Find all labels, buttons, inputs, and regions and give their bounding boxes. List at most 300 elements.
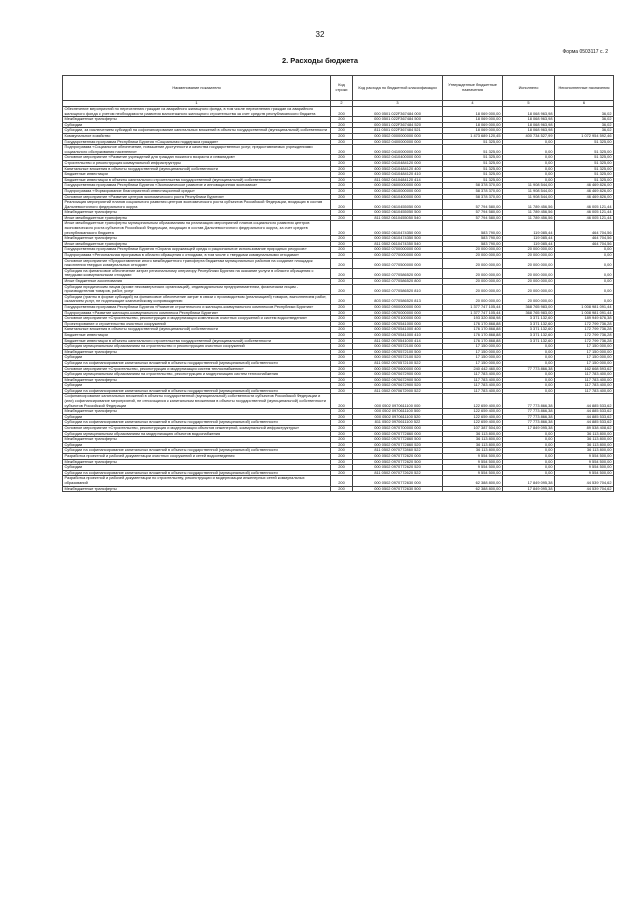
page-number: 32 bbox=[315, 30, 325, 39]
row-line-code: 200 bbox=[331, 122, 353, 128]
row-unexecuted-amount: 117 783 400,00 bbox=[555, 383, 614, 389]
row-executed-amount: 368 765 983,00 bbox=[503, 304, 555, 310]
row-approved-amount: 122 659 400,00 bbox=[443, 414, 503, 420]
row-unexecuted-amount: 89 538 408,62 bbox=[555, 426, 614, 432]
table-row bbox=[63, 327, 614, 333]
row-approved-amount: 20 000 000,00 bbox=[443, 279, 503, 285]
row-approved-amount: 51 325,00 bbox=[443, 160, 503, 166]
table-row bbox=[63, 284, 614, 294]
row-unexecuted-amount: 464 704,56 bbox=[555, 221, 614, 236]
row-executed-amount: 0,00 bbox=[503, 177, 555, 183]
row-budget-code: 000 0502 0770500000 000 bbox=[353, 258, 443, 268]
row-name: Государственная программа Республики Бурятия «Экономическое развитие и инновационная экономика» bbox=[63, 183, 331, 189]
row-executed-amount: 0,00 bbox=[503, 431, 555, 437]
row-name: Межбюджетные трансферты bbox=[63, 117, 331, 123]
row-executed-amount: 17 849 095,38 bbox=[503, 486, 555, 492]
row-budget-code: 000 0501 022F367484 000 bbox=[353, 107, 443, 117]
row-approved-amount: 18 069 000,00 bbox=[443, 128, 503, 134]
row-unexecuted-amount: 9 554 500,00 bbox=[555, 454, 614, 460]
table-row bbox=[63, 128, 614, 134]
row-name: Субсидия на финансовое обеспечение затрат региональному оператору Республики Бурятия на оказание услуги в области обращения с твердыми коммунальными отходами bbox=[63, 268, 331, 278]
row-executed-amount: 0,00 bbox=[503, 155, 555, 161]
row-approved-amount: 51 325,00 bbox=[443, 155, 503, 161]
row-executed-amount: 20 000 000,00 bbox=[503, 247, 555, 253]
row-approved-amount: 9 554 500,00 bbox=[443, 470, 503, 476]
row-budget-code: 811 0502 0970772620 522 bbox=[353, 470, 443, 476]
row-budget-code: 000 0502 0400000000 000 bbox=[353, 139, 443, 145]
row-line-code: 200 bbox=[331, 221, 353, 236]
row-approved-amount: 51 325,00 bbox=[443, 172, 503, 178]
row-name: Субсидии bbox=[63, 355, 331, 361]
row-executed-amount: 11 789 456,56 bbox=[503, 215, 555, 221]
row-name: Разработка проектной и рабочей документации очистных сооружений и сетей водоотведения bbox=[63, 454, 331, 460]
row-name: Государственная программа Республики Бурятия «Социальная поддержка граждан» bbox=[63, 139, 331, 145]
row-executed-amount: 3 371 132,60 bbox=[503, 321, 555, 327]
table-row bbox=[63, 258, 614, 268]
row-unexecuted-amount: 0,00 bbox=[555, 247, 614, 253]
row-line-code: 200 bbox=[331, 279, 353, 285]
row-executed-amount: 20 000 000,00 bbox=[503, 279, 555, 285]
row-name: Подпрограмма «Региональная программа в области обращения с отходами, в том числе с твердыми коммунальными отходами» bbox=[63, 253, 331, 259]
row-unexecuted-amount: 36,02 bbox=[555, 122, 614, 128]
row-line-code: 200 bbox=[331, 409, 353, 415]
row-executed-amount: 11 908 544,00 bbox=[503, 183, 555, 189]
row-unexecuted-amount: 9 554 500,00 bbox=[555, 459, 614, 465]
row-line-code: 200 bbox=[331, 388, 353, 394]
row-executed-amount: 0,00 bbox=[503, 377, 555, 383]
header-executed: Исполнено bbox=[503, 76, 555, 101]
row-unexecuted-amount: 0,00 bbox=[555, 258, 614, 268]
row-line-code: 200 bbox=[331, 188, 353, 194]
table-row bbox=[63, 253, 614, 259]
row-line-code: 200 bbox=[331, 215, 353, 221]
row-unexecuted-amount: 36 113 800,00 bbox=[555, 437, 614, 443]
row-budget-code: 000 0502 0970000000 000 bbox=[353, 310, 443, 316]
row-line-code: 200 bbox=[331, 107, 353, 117]
row-executed-amount: 77 773 866,38 bbox=[503, 409, 555, 415]
row-line-code: 200 bbox=[331, 133, 353, 139]
row-budget-code: 000 0502 0610000000 000 bbox=[353, 188, 443, 194]
row-unexecuted-amount: 44 885 533,62 bbox=[555, 394, 614, 409]
row-approved-amount: 18 069 000,00 bbox=[443, 122, 503, 128]
row-budget-code: 000 0502 0610455050 500 bbox=[353, 210, 443, 216]
row-line-code: 200 bbox=[331, 321, 353, 327]
row-budget-code: 000 0502 0610474350 500 bbox=[353, 236, 443, 242]
table-row bbox=[63, 188, 614, 194]
row-approved-amount: 1 377 747 105,44 bbox=[443, 304, 503, 310]
row-name: Основное мероприятие «Предоставление иного межбюджетного трансферта бюджетам муниципальных районов на создание площадок накопления твердых коммунальных отходов» bbox=[63, 258, 331, 268]
row-unexecuted-amount: 51 325,00 bbox=[555, 177, 614, 183]
row-approved-amount: 176 170 868,88 bbox=[443, 327, 503, 333]
table-row bbox=[63, 420, 614, 426]
row-budget-code: 000 0502 0770000000 000 bbox=[353, 253, 443, 259]
row-executed-amount: 77 773 866,38 bbox=[503, 394, 555, 409]
row-executed-amount: 0,00 bbox=[503, 465, 555, 471]
table-row bbox=[63, 107, 614, 117]
row-budget-code: 000 0502 0970541000 000 bbox=[353, 321, 443, 327]
row-line-code: 200 bbox=[331, 177, 353, 183]
row-budget-code: 000 0502 0970772630 500 bbox=[353, 486, 443, 492]
row-approved-amount: 122 659 400,00 bbox=[443, 420, 503, 426]
header-unexecuted: Неисполненные назначения bbox=[555, 76, 614, 101]
row-approved-amount: 58 378 370,00 bbox=[443, 183, 503, 189]
row-unexecuted-amount: 51 325,00 bbox=[555, 166, 614, 172]
row-executed-amount: 17 849 095,38 bbox=[503, 476, 555, 486]
row-name: Межбюджетные трансферты bbox=[63, 377, 331, 383]
row-unexecuted-amount: 36,02 bbox=[555, 117, 614, 123]
row-budget-code: 000 0502 0610400000 000 bbox=[353, 194, 443, 200]
column-number: 5 bbox=[503, 101, 555, 107]
row-unexecuted-amount: 0,00 bbox=[555, 284, 614, 294]
row-line-code: 200 bbox=[331, 459, 353, 465]
row-unexecuted-amount: 51 325,00 bbox=[555, 160, 614, 166]
row-unexecuted-amount: 1 008 981 091,44 bbox=[555, 310, 614, 316]
row-name: Капитальные вложения в объекты государственной (муниципальной) собственности bbox=[63, 166, 331, 172]
row-name: Субсидии на софинансирование капитальных вложений в объекты государственной (муниципальной) собственности bbox=[63, 448, 331, 454]
row-line-code: 200 bbox=[331, 316, 353, 322]
row-approved-amount: 51 325,00 bbox=[443, 166, 503, 172]
row-budget-code: 811 0502 0410484120 414 bbox=[353, 177, 443, 183]
row-executed-amount: 0,00 bbox=[503, 388, 555, 394]
row-executed-amount: 11 908 544,00 bbox=[503, 188, 555, 194]
row-approved-amount: 9 554 500,00 bbox=[443, 454, 503, 460]
row-executed-amount: 20 000 000,00 bbox=[503, 258, 555, 268]
row-line-code: 200 bbox=[331, 437, 353, 443]
row-executed-amount: 3 371 132,60 bbox=[503, 338, 555, 344]
row-budget-code: 000 0502 0410484120 400 bbox=[353, 166, 443, 172]
row-unexecuted-amount: 46 469 826,00 bbox=[555, 194, 614, 200]
row-executed-amount: 0,00 bbox=[503, 383, 555, 389]
row-budget-code: 000 0502 0970672900 520 bbox=[353, 383, 443, 389]
table-row bbox=[63, 247, 614, 253]
row-budget-code: 000 0502 0970572100 000 bbox=[353, 344, 443, 350]
row-executed-amount: 3 371 132,60 bbox=[503, 332, 555, 338]
row-line-code: 200 bbox=[331, 349, 353, 355]
row-budget-code: 811 0502 0610474350 540 bbox=[353, 241, 443, 247]
row-approved-amount: 57 794 580,00 bbox=[443, 210, 503, 216]
row-approved-amount: 17 150 000,00 bbox=[443, 360, 503, 366]
row-approved-amount: 1 377 747 105,44 bbox=[443, 310, 503, 316]
row-unexecuted-amount: 46 469 826,00 bbox=[555, 188, 614, 194]
row-budget-code: 000 0502 0970541000 410 bbox=[353, 332, 443, 338]
row-executed-amount: 3 371 132,60 bbox=[503, 316, 555, 322]
row-budget-code: 811 0502 0970611100 522 bbox=[353, 420, 443, 426]
row-name: Межбюджетные трансферты bbox=[63, 210, 331, 216]
row-approved-amount: 36 113 800,00 bbox=[443, 437, 503, 443]
row-budget-code: 000 0502 0970600000 000 bbox=[353, 366, 443, 372]
column-number: 6 bbox=[555, 101, 614, 107]
table-row bbox=[63, 145, 614, 155]
row-approved-amount: 62 388 800,00 bbox=[443, 476, 503, 486]
row-executed-amount: 400 734 527,99 bbox=[503, 133, 555, 139]
row-approved-amount: 117 783 400,00 bbox=[443, 383, 503, 389]
row-line-code: 200 bbox=[331, 253, 353, 259]
row-name: Субсидии на софинансирование капитальных вложений в объекты государственной (муниципальной) собственности bbox=[63, 360, 331, 366]
row-name: Обеспечение мероприятий по переселению граждан из аварийного жилищного фонда, в том числе переселению граждан из аварийного жилищного фонда с учетом необходимости развития малоэтажного жилищного строительства за счет средств республиканского бюджета bbox=[63, 107, 331, 117]
row-unexecuted-amount: 0,00 bbox=[555, 268, 614, 278]
row-approved-amount: 17 150 000,00 bbox=[443, 355, 503, 361]
row-unexecuted-amount: 17 150 000,00 bbox=[555, 355, 614, 361]
row-approved-amount: 18 069 000,00 bbox=[443, 107, 503, 117]
row-unexecuted-amount: 51 325,00 bbox=[555, 155, 614, 161]
row-name: Субсидии на софинансирование капитальных вложений в объекты государственной (муниципальной) собственности bbox=[63, 470, 331, 476]
header-name: Наименование показателя bbox=[63, 76, 331, 101]
row-line-code: 200 bbox=[331, 476, 353, 486]
row-name: Субсидии на софинансирование капитальных вложений в объекты государственной (муниципальной) собственности bbox=[63, 420, 331, 426]
row-approved-amount: 122 659 400,00 bbox=[443, 409, 503, 415]
row-executed-amount: 0,00 bbox=[503, 360, 555, 366]
row-approved-amount: 51 325,00 bbox=[443, 177, 503, 183]
row-unexecuted-amount: 17 150 000,00 bbox=[555, 344, 614, 350]
table-body bbox=[63, 107, 614, 492]
table-row bbox=[63, 294, 614, 304]
row-executed-amount: 20 000 000,00 bbox=[503, 284, 555, 294]
header-budget-code: Код расхода по бюджетной классификации bbox=[353, 76, 443, 101]
row-approved-amount: 17 150 000,00 bbox=[443, 349, 503, 355]
header-row bbox=[63, 76, 614, 101]
row-executed-amount: 77 773 866,38 bbox=[503, 414, 555, 420]
row-executed-amount: 18 068 963,98 bbox=[503, 122, 555, 128]
table-row bbox=[63, 310, 614, 316]
row-executed-amount: 0,00 bbox=[503, 437, 555, 443]
row-budget-code: 811 0502 0970772860 522 bbox=[353, 448, 443, 454]
row-name: Проектирование и строительство очистных сооружений bbox=[63, 321, 331, 327]
row-line-code: 200 bbox=[331, 366, 353, 372]
budget-expenses-table bbox=[62, 75, 614, 492]
row-name: Бюджетные инвестиции в объекты капитального строительства государственной (муниципальной) собственности bbox=[63, 177, 331, 183]
row-name: Бюджетные инвестиции bbox=[63, 172, 331, 178]
row-name: Межбюджетные трансферты bbox=[63, 459, 331, 465]
table-row bbox=[63, 486, 614, 492]
document-title: 2. Расходы бюджета bbox=[281, 56, 359, 65]
row-line-code: 200 bbox=[331, 117, 353, 123]
row-executed-amount: 368 765 983,00 bbox=[503, 310, 555, 316]
row-budget-code: 000 0502 0610474350 000 bbox=[353, 221, 443, 236]
row-executed-amount: 18 068 963,98 bbox=[503, 117, 555, 123]
row-approved-amount: 240 442 460,00 bbox=[443, 366, 503, 372]
row-line-code: 200 bbox=[331, 128, 353, 134]
table-row bbox=[63, 476, 614, 486]
row-budget-code: 000 0502 0970572100 500 bbox=[353, 349, 443, 355]
row-executed-amount: 0,00 bbox=[503, 139, 555, 145]
row-approved-amount: 117 783 400,00 bbox=[443, 372, 503, 378]
row-name: Основное мероприятие «Строительство, реконструкция и модернизация объектов инженерной, коммунальной инфраструктуры» bbox=[63, 426, 331, 432]
row-name: Строительство и реконструкция коммунальной инфраструктуры bbox=[63, 160, 331, 166]
row-executed-amount: 77 773 866,38 bbox=[503, 366, 555, 372]
row-approved-amount: 20 000 000,00 bbox=[443, 258, 503, 268]
row-budget-code: 000 0502 0410484120 410 bbox=[353, 172, 443, 178]
row-approved-amount: 9 554 500,00 bbox=[443, 459, 503, 465]
row-executed-amount: 119 085,44 bbox=[503, 241, 555, 247]
row-unexecuted-amount: 46 005 121,44 bbox=[555, 215, 614, 221]
row-line-code: 200 bbox=[331, 355, 353, 361]
row-line-code: 200 bbox=[331, 332, 353, 338]
row-executed-amount: 119 085,44 bbox=[503, 236, 555, 242]
row-name: Коммунальное хозяйство bbox=[63, 133, 331, 139]
row-executed-amount: 0,00 bbox=[503, 448, 555, 454]
row-budget-code: 000 0502 0970611100 500 bbox=[353, 409, 443, 415]
row-name: Основное мероприятие «Развитие центров экономического роста Республики Бурятия» bbox=[63, 194, 331, 200]
table-row bbox=[63, 200, 614, 210]
row-line-code: 200 bbox=[331, 327, 353, 333]
row-approved-amount: 122 659 400,00 bbox=[443, 394, 503, 409]
row-approved-amount: 18 069 000,00 bbox=[443, 117, 503, 123]
row-executed-amount: 11 908 544,00 bbox=[503, 194, 555, 200]
row-budget-code: 000 0502 0770586520 800 bbox=[353, 279, 443, 285]
table-row bbox=[63, 183, 614, 189]
row-executed-amount: 0,00 bbox=[503, 470, 555, 476]
table-row bbox=[63, 366, 614, 372]
row-budget-code: 811 0502 0610455050 540 bbox=[353, 215, 443, 221]
row-executed-amount: 18 068 963,98 bbox=[503, 107, 555, 117]
row-name: Софинансирование капитальных вложений в объекты государственной (муниципальной) собственности субъектов Российской Федерации и (или) софинансирование мероприятий, не относящихся к капитальным вложениям в объекты государственной (муниципальной) собственности субъектов Российской Федерации bbox=[63, 394, 331, 409]
row-name: Субсидии bbox=[63, 414, 331, 420]
row-line-code: 200 bbox=[331, 383, 353, 389]
row-line-code: 200 bbox=[331, 442, 353, 448]
row-line-code: 200 bbox=[331, 166, 353, 172]
row-budget-code: 000 0502 0970672900 500 bbox=[353, 377, 443, 383]
header-approved: Утвержденные бюджетные назначения bbox=[443, 76, 503, 101]
row-line-code: 200 bbox=[331, 465, 353, 471]
table-row bbox=[63, 338, 614, 344]
row-name: Межбюджетные трансферты bbox=[63, 486, 331, 492]
row-approved-amount: 36 113 800,00 bbox=[443, 442, 503, 448]
row-budget-code: 000 0502 0610455050 000 bbox=[353, 200, 443, 210]
row-approved-amount: 583 790,00 bbox=[443, 241, 503, 247]
row-name: Межбюджетные трансферты bbox=[63, 409, 331, 415]
row-line-code: 200 bbox=[331, 268, 353, 278]
row-approved-amount: 51 325,00 bbox=[443, 145, 503, 155]
row-line-code: 200 bbox=[331, 210, 353, 216]
table-row bbox=[63, 304, 614, 310]
row-name: Субсидии на софинансирование капитальных вложений в объекты государственной (муниципальной) собственности bbox=[63, 388, 331, 394]
row-line-code: 200 bbox=[331, 160, 353, 166]
row-unexecuted-amount: 9 554 500,00 bbox=[555, 465, 614, 471]
row-executed-amount: 20 000 000,00 bbox=[503, 294, 555, 304]
row-approved-amount: 583 790,00 bbox=[443, 221, 503, 236]
row-executed-amount: 0,00 bbox=[503, 355, 555, 361]
form-label: Форма 0503117 с. 2 bbox=[562, 49, 608, 55]
row-budget-code: 803 0502 0770586520 813 bbox=[353, 294, 443, 304]
row-approved-amount: 9 554 500,00 bbox=[443, 465, 503, 471]
row-executed-amount: 20 000 000,00 bbox=[503, 253, 555, 259]
row-unexecuted-amount: 44 539 704,62 bbox=[555, 486, 614, 492]
row-budget-code: 000 0502 0410000000 000 bbox=[353, 145, 443, 155]
row-line-code: 200 bbox=[331, 486, 353, 492]
row-unexecuted-amount: 464 704,56 bbox=[555, 241, 614, 247]
row-name: Субсидии bbox=[63, 122, 331, 128]
row-name: Разработка проектной и рабочей документации по строительству, реконструкции и модернизации инженерных сетей коммунальных образований bbox=[63, 476, 331, 486]
row-approved-amount: 36 113 800,00 bbox=[443, 448, 503, 454]
row-approved-amount: 176 170 868,88 bbox=[443, 321, 503, 327]
row-executed-amount: 119 085,44 bbox=[503, 221, 555, 236]
row-name: Субсидия муниципальным образованиям на строительство и реконструкцию очистных сооружений bbox=[63, 344, 331, 350]
table-row bbox=[63, 268, 614, 278]
row-line-code: 200 bbox=[331, 284, 353, 294]
row-budget-code: 811 0502 0970541000 414 bbox=[353, 338, 443, 344]
row-unexecuted-amount: 172 799 736,28 bbox=[555, 321, 614, 327]
row-executed-amount: 0,00 bbox=[503, 145, 555, 155]
row-name: Бюджетные инвестиции в объекты капитального строительства государственной (муниципальной) собственности bbox=[63, 338, 331, 344]
table-row bbox=[63, 316, 614, 322]
row-executed-amount: 0,00 bbox=[503, 454, 555, 460]
row-approved-amount: 20 000 000,00 bbox=[443, 247, 503, 253]
row-budget-code: 000 0502 0410484120 000 bbox=[353, 160, 443, 166]
row-executed-amount: 0,00 bbox=[503, 166, 555, 172]
row-line-code: 200 bbox=[331, 145, 353, 155]
row-unexecuted-amount: 36 113 800,00 bbox=[555, 431, 614, 437]
row-line-code: 200 bbox=[331, 372, 353, 378]
row-line-code: 200 bbox=[331, 194, 353, 200]
table-row bbox=[63, 321, 614, 327]
row-line-code: 200 bbox=[331, 431, 353, 437]
row-line-code: 200 bbox=[331, 304, 353, 310]
row-line-code: 200 bbox=[331, 454, 353, 460]
row-name: Субсидии юридическим лицам (кроме некоммерческих организаций), индивидуальным предпринимателям, физическим лицам - производителям товаров, работ, услуг bbox=[63, 284, 331, 294]
row-budget-code: 000 0501 022F367484 500 bbox=[353, 117, 443, 123]
row-budget-code: 000 0502 0770586520 810 bbox=[353, 284, 443, 294]
row-name: Субсидии bbox=[63, 465, 331, 471]
row-name: Межбюджетные трансферты bbox=[63, 437, 331, 443]
row-budget-code: 000 0502 0770586520 000 bbox=[353, 268, 443, 278]
row-unexecuted-amount: 117 783 400,00 bbox=[555, 372, 614, 378]
row-name: Подпрограмма «Формирование благоприятной инвестиционной среды» bbox=[63, 188, 331, 194]
row-budget-code: 000 0501 022F367484 520 bbox=[353, 122, 443, 128]
row-approved-amount: 117 783 400,00 bbox=[443, 388, 503, 394]
row-unexecuted-amount: 117 783 400,00 bbox=[555, 377, 614, 383]
row-unexecuted-amount: 44 885 533,62 bbox=[555, 414, 614, 420]
row-approved-amount: 193 320 808,98 bbox=[443, 316, 503, 322]
table-row bbox=[63, 394, 614, 409]
row-unexecuted-amount: 44 885 533,62 bbox=[555, 420, 614, 426]
row-unexecuted-amount: 17 150 000,00 bbox=[555, 349, 614, 355]
row-line-code: 200 bbox=[331, 470, 353, 476]
row-approved-amount: 176 170 868,88 bbox=[443, 332, 503, 338]
row-budget-code: 000 0502 0970772620 000 bbox=[353, 454, 443, 460]
row-unexecuted-amount: 36,02 bbox=[555, 128, 614, 134]
row-approved-amount: 58 378 370,00 bbox=[443, 194, 503, 200]
row-unexecuted-amount: 51 325,00 bbox=[555, 145, 614, 155]
row-name: Реализация мероприятий планов социального развития центров экономического роста субъектов Российской Федерации, входящих в состав Дальневосточного федерального округа bbox=[63, 200, 331, 210]
row-name: Иные межбюджетные трансферты муниципальным образованиям на реализацию мероприятий планов социального развития центров экономического роста субъектов Российской Федерации, входящих в состав Дальневосточного федерального округа, за счет средств республиканского бюджета bbox=[63, 221, 331, 236]
column-number: 4 bbox=[443, 101, 503, 107]
row-name: Государственная программа Республики Бурятия «Охрана окружающей среды и рациональное использование природных ресурсов» bbox=[63, 247, 331, 253]
row-name: Иные межбюджетные трансферты bbox=[63, 241, 331, 247]
row-unexecuted-amount: 46 005 121,44 bbox=[555, 210, 614, 216]
row-budget-code: 000 0502 0970100000 000 bbox=[353, 316, 443, 322]
row-unexecuted-amount: 51 325,00 bbox=[555, 139, 614, 145]
row-budget-code: 000 0502 0000000000 000 bbox=[353, 133, 443, 139]
row-line-code: 200 bbox=[331, 200, 353, 210]
row-line-code: 200 bbox=[331, 344, 353, 350]
column-number: 2 bbox=[331, 101, 353, 107]
row-unexecuted-amount: 17 150 000,00 bbox=[555, 360, 614, 366]
row-name: Межбюджетные трансферты bbox=[63, 349, 331, 355]
row-unexecuted-amount: 36 113 800,00 bbox=[555, 448, 614, 454]
row-name: Государственная программа Республики Бурятия «Развитие строительного и жилищно-коммунального комплексов Республики Бурятия» bbox=[63, 304, 331, 310]
table-row bbox=[63, 221, 614, 236]
row-budget-code: 000 0502 0970772860 520 bbox=[353, 442, 443, 448]
row-approved-amount: 17 150 000,00 bbox=[443, 344, 503, 350]
row-line-code: 200 bbox=[331, 426, 353, 432]
row-executed-amount: 0,00 bbox=[503, 349, 555, 355]
row-name: Межбюджетные трансферты bbox=[63, 236, 331, 242]
row-unexecuted-amount: 44 539 704,62 bbox=[555, 476, 614, 486]
row-unexecuted-amount: 46 005 121,44 bbox=[555, 200, 614, 210]
row-budget-code: 000 0502 0970541000 400 bbox=[353, 327, 443, 333]
row-name: Субсидии (гранты в форме субсидий) на финансовое обеспечение затрат в связи с производством (реализацией) товаров, выполнением работ, оказанием услуг, не подлежащие казначейскому сопровождению bbox=[63, 294, 331, 304]
row-unexecuted-amount: 51 325,00 bbox=[555, 172, 614, 178]
